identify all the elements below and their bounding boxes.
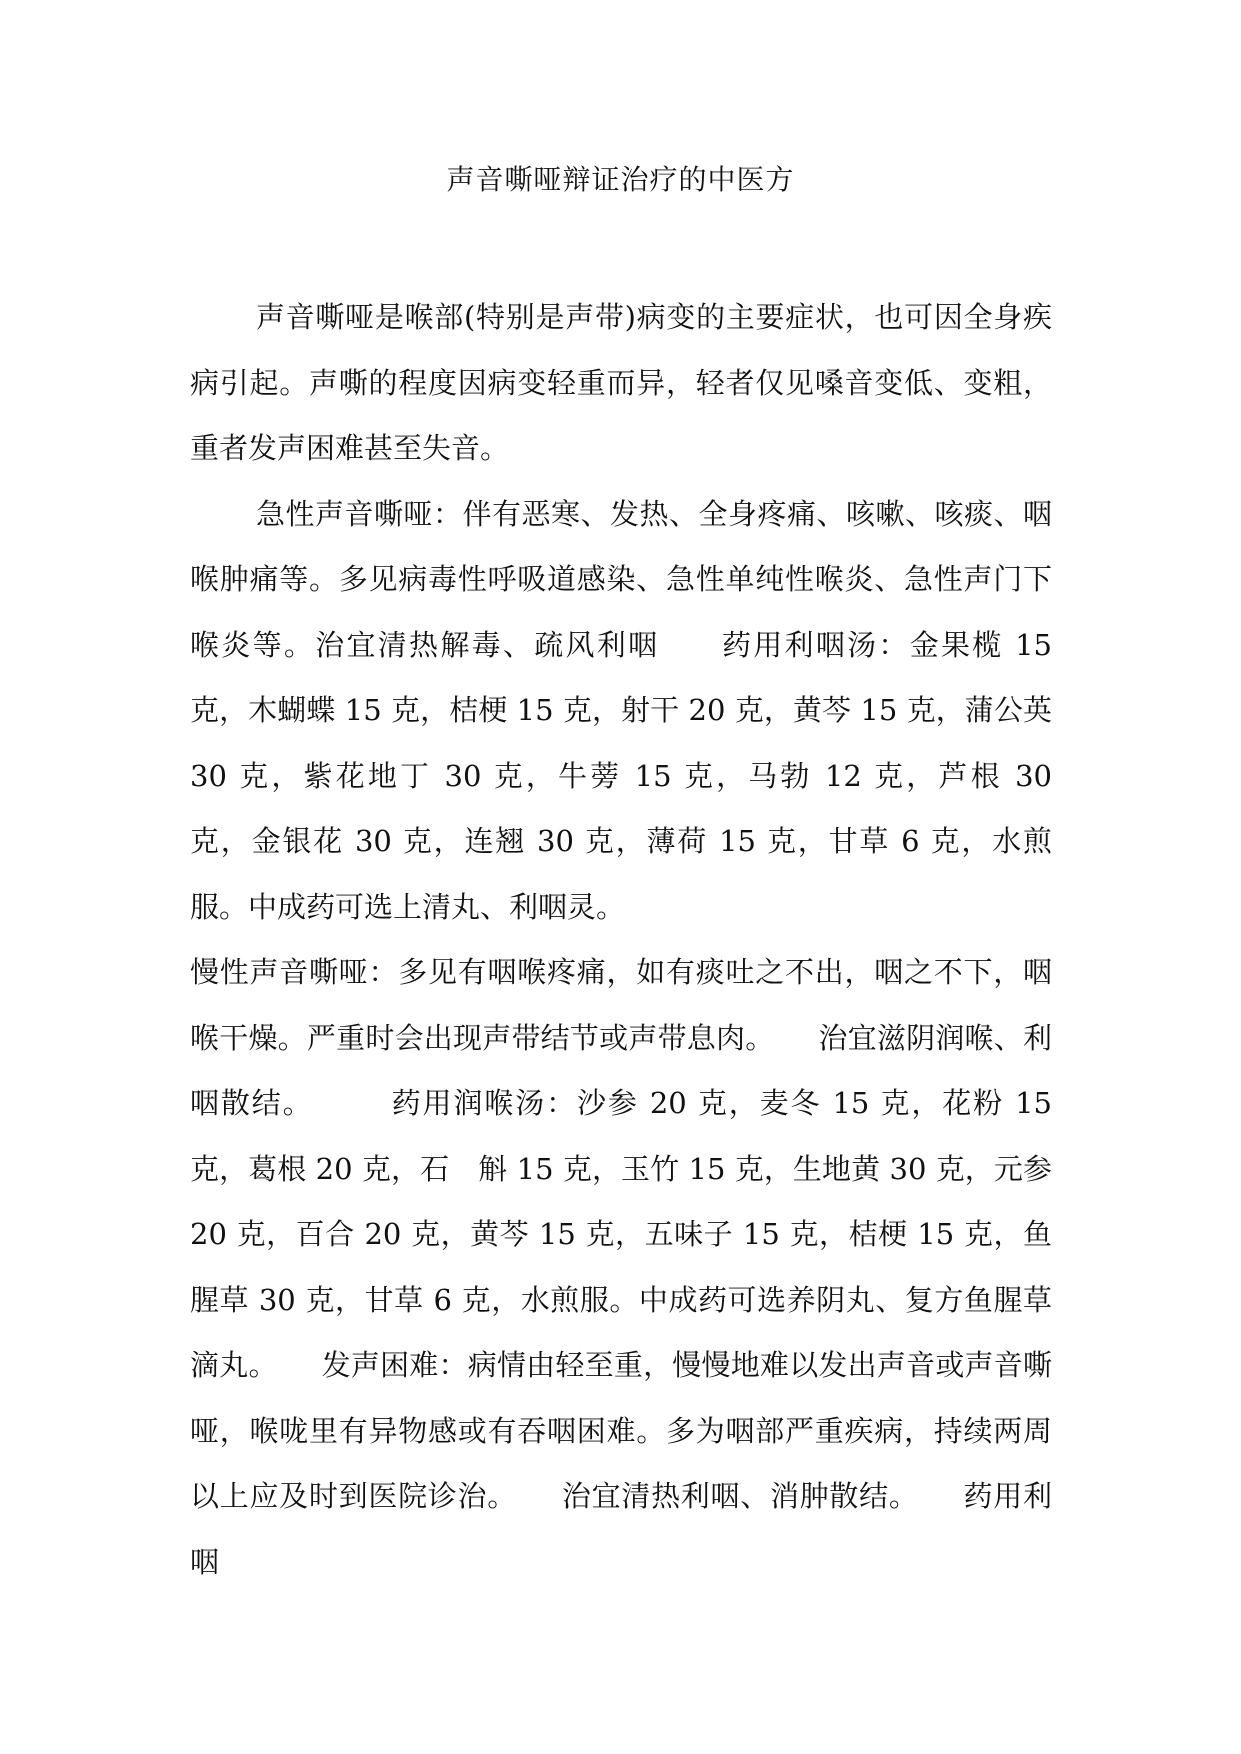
document-body (190, 285, 1082, 1595)
paragraph-chronic-hoarseness: 慢性声音嘶哑：多见有咽喉疼痛，如有痰吐之不出，咽之不下，咽喉干燥。严重时会出现声带结节或声带息肉。 治宜滋阴润喉、利咽散结。 药用润喉汤：沙参 20 克，麦冬 15 克，花粉 15 克，葛根 20 克，石 斛 15 克，玉竹 15 克，生地黄 30 克，元参 20 克，百合 20 克，黄芩 15 克，五味子 15 克，桔梗 15 克，鱼腥草 30 克，甘草 6 克，水煎服。中成药可选养阴丸、复方鱼腥草滴丸。 发声困难：病情由轻至重，慢慢地难以发出声音或声音嘶哑，喉咙里有异物感或有吞咽困难。多为咽部严重疾病，持续两周以上应及时到医院诊治。 治宜清热利咽、消肿散结。 药用利咽 (190, 955, 1052, 1579)
paragraph-acute-hoarseness: 急性声音嘶哑：伴有恶寒、发热、全身疼痛、咳嗽、咳痰、咽喉肿痛等。多见病毒性呼吸道感染、急性单纯性喉炎、急性声门下喉炎等。治宜清热解毒、疏风利咽 药用利咽汤：金果榄 15 克，木蝴蝶 15 克，桔梗 15 克，射干 20 克，黄芩 15 克，蒲公英 30 克，紫花地丁 30 克，牛蒡 15 克，马勃 12 克，芦根 30 克，金银花 30 克，连翘 30 克，薄荷 15 克，甘草 6 克，水煎服。中成药可选上清丸、利咽灵。 (190, 496, 1082, 924)
paragraph-intro: 声音嘶哑是喉部(特别是声带)病变的主要症状，也可因全身疾病引起。声嘶的程度因病变轻重而异，轻者仅见嗓音变低、变粗，重者发声困难甚至失音。 (190, 300, 1052, 465)
document-title: 声音嘶哑辩证治疗的中医方 (446, 163, 795, 196)
